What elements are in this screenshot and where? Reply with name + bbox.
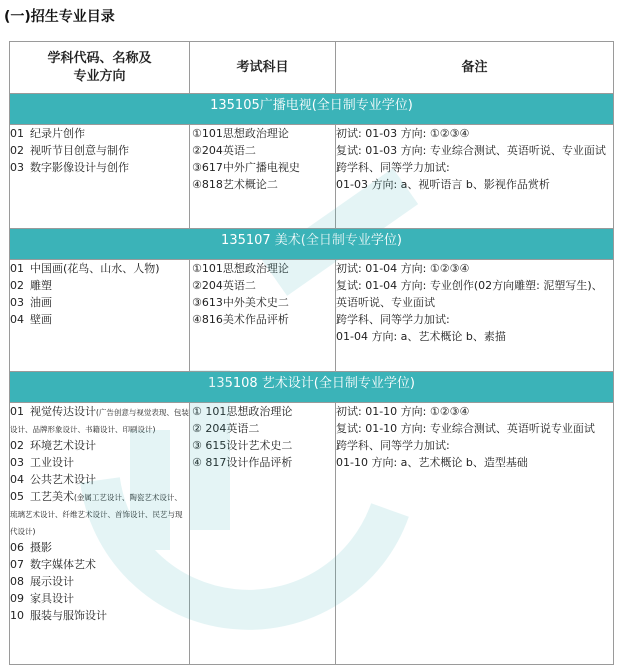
subject-item: ③617中外广播电视史 bbox=[192, 161, 300, 174]
header-program-line1: 学科代码、名称及 bbox=[47, 50, 152, 66]
note-line: 复试: 01-04 方向: 专业创作(02方向雕塑: 泥塑写生)、英语听说、专业面试 bbox=[336, 279, 603, 309]
header-row bbox=[10, 42, 614, 94]
notes-cell bbox=[336, 125, 614, 229]
subject-item: ② 204英语二 bbox=[192, 422, 260, 435]
header-program bbox=[10, 42, 190, 94]
note-line: 复试: 01-03 方向: 专业综合测试、英语听说、专业面试 bbox=[336, 144, 606, 157]
program-bar bbox=[10, 229, 614, 260]
direction-item: 09 家具设计 bbox=[10, 592, 74, 605]
subject-item: ①101思想政治理论 bbox=[192, 127, 289, 140]
subject-item: ① 101思想政治理论 bbox=[192, 405, 293, 418]
direction-item: 03 数字影像设计与创作 bbox=[10, 161, 129, 174]
note-line: 初试: 01-03 方向: ①②③④ bbox=[336, 127, 470, 140]
note-line: 01-03 方向: a、视听语言 b、影视作品赏析 bbox=[336, 178, 550, 191]
note-line: 复试: 01-10 方向: 专业综合测试、英语听说专业面试 bbox=[336, 422, 595, 435]
note-line: 跨学科、同等学力加试: bbox=[336, 313, 450, 326]
directions-cell bbox=[10, 403, 190, 665]
direction-item: 07 数字媒体艺术 bbox=[10, 558, 96, 571]
section-heading: (一)招生专业目录 bbox=[4, 9, 115, 25]
direction-item: 01 中国画(花鸟、山水、人物) bbox=[10, 262, 160, 275]
subject-item: ④816美术作品评析 bbox=[192, 313, 289, 326]
direction-item: 06 摄影 bbox=[10, 541, 52, 554]
direction-item: 04 壁画 bbox=[10, 313, 52, 326]
subjects-cell bbox=[190, 403, 336, 665]
note-line: 01-10 方向: a、艺术概论 b、造型基础 bbox=[336, 456, 528, 469]
direction-item: 02 雕塑 bbox=[10, 279, 52, 292]
note-line: 初试: 01-04 方向: ①②③④ bbox=[336, 262, 470, 275]
direction-item: 03 油画 bbox=[10, 296, 52, 309]
directions-cell bbox=[10, 125, 190, 229]
program-row bbox=[10, 125, 614, 229]
direction-item: 02 视听节目创意与制作 bbox=[10, 144, 129, 157]
notes-cell bbox=[336, 403, 614, 665]
direction-item: 01 纪录片创作 bbox=[10, 127, 85, 140]
header-subjects: 考试科目 bbox=[190, 42, 336, 94]
notes-cell bbox=[336, 260, 614, 372]
header-notes: 备注 bbox=[336, 42, 614, 94]
directions-cell bbox=[10, 260, 190, 372]
program-row bbox=[10, 403, 614, 665]
direction-detail: (金属工艺设计、陶瓷艺术设计、琉璃艺术设计、纤维艺术设计、首饰设计、民艺与现代设计) bbox=[10, 493, 183, 536]
subjects-cell bbox=[190, 260, 336, 372]
direction-item: 08 展示设计 bbox=[10, 575, 74, 588]
program-title: 135107 美术(全日制专业学位) bbox=[10, 229, 614, 260]
subjects-cell bbox=[190, 125, 336, 229]
program-bar bbox=[10, 372, 614, 403]
direction-item: 01 视觉传达设计(广告创意与视觉表现、包装设计、品牌形象设计、书籍设计、印刷设计) bbox=[10, 405, 189, 434]
program-title: 135108 艺术设计(全日制专业学位) bbox=[10, 372, 614, 403]
program-bar bbox=[10, 94, 614, 125]
direction-detail: (广告创意与视觉表现、包装设计、品牌形象设计、书籍设计、印刷设计) bbox=[10, 408, 189, 434]
direction-item: 04 公共艺术设计 bbox=[10, 473, 96, 486]
note-line: 跨学科、同等学力加试: bbox=[336, 161, 450, 174]
direction-item: 03 工业设计 bbox=[10, 456, 74, 469]
note-line: 01-04 方向: a、艺术概论 b、素描 bbox=[336, 330, 506, 343]
header-program-line2: 专业方向 bbox=[73, 68, 126, 84]
program-catalog-table bbox=[9, 41, 614, 665]
subject-item: ②204英语二 bbox=[192, 279, 256, 292]
subject-item: ③613中外美术史二 bbox=[192, 296, 289, 309]
subject-item: ④818艺术概论二 bbox=[192, 178, 278, 191]
direction-item: 05 工艺美术(金属工艺设计、陶瓷艺术设计、琉璃艺术设计、纤维艺术设计、首饰设计、民艺与现代设计) bbox=[10, 490, 183, 536]
program-row bbox=[10, 260, 614, 372]
note-line: 初试: 01-10 方向: ①②③④ bbox=[336, 405, 470, 418]
note-line: 跨学科、同等学力加试: bbox=[336, 439, 450, 452]
subject-item: ③ 615设计艺术史二 bbox=[192, 439, 293, 452]
direction-item: 10 服装与服饰设计 bbox=[10, 609, 107, 622]
subject-item: ①101思想政治理论 bbox=[192, 262, 289, 275]
subject-item: ④ 817设计作品评析 bbox=[192, 456, 293, 469]
direction-item: 02 环境艺术设计 bbox=[10, 439, 96, 452]
subject-item: ②204英语二 bbox=[192, 144, 256, 157]
program-title: 135105广播电视(全日制专业学位) bbox=[10, 94, 614, 125]
